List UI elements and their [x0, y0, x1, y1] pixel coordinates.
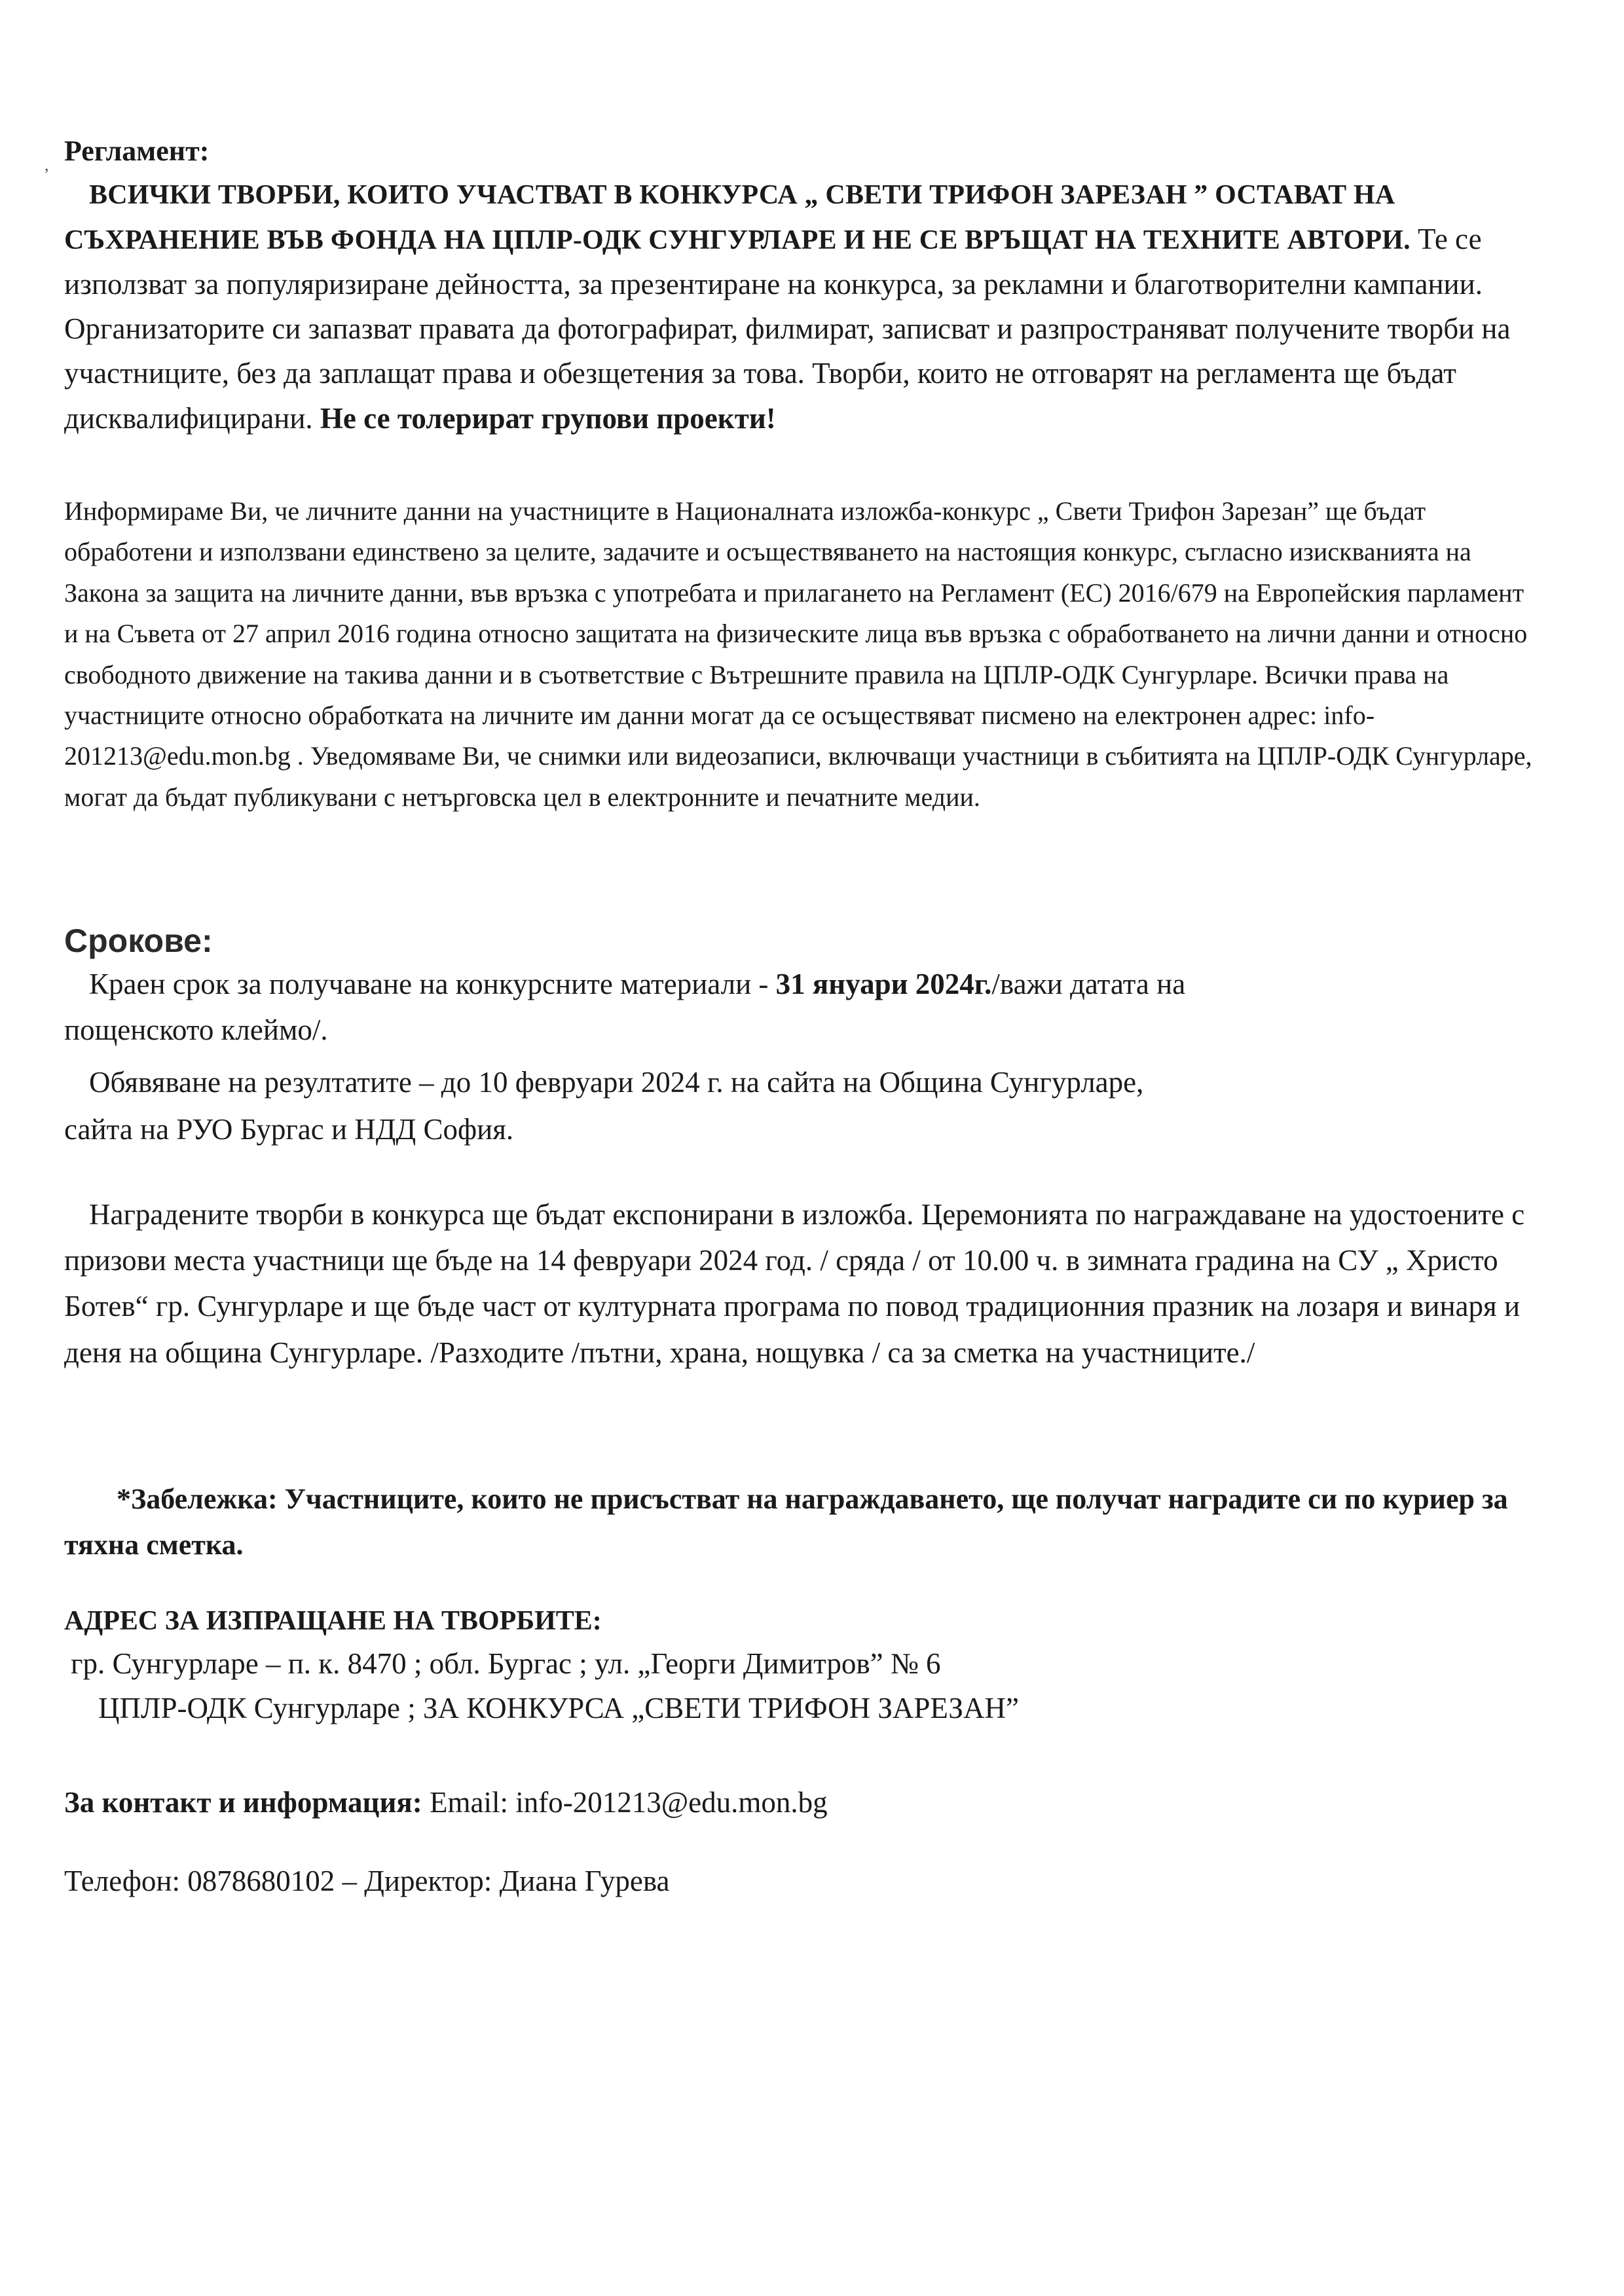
contact-email[interactable]: Email: info-201213@edu.mon.bg [422, 1786, 828, 1819]
award-ceremony-paragraph: Наградените творби в конкурса ще бъдат експонирани в изложба. Церемонията по награждаване на удостоените с призови места участници ще бъде на 14 февруари 2024 год. / сряда / от 10.00 ч. в зимната градина на СУ „ Христо Ботев“ гр. Сунгурларе и ще бъде част от културната програма по повод традиционния празник на лозаря и винаря и деня на община Сунгурларе. /Разходите /пътни, храна, нощувка / са за сметка на участниците./ [64, 1198, 1525, 1369]
results-line: Обявяване на резултатите – до 10 февруари 2024 г. на сайта на Община Сунгурларе, [89, 1066, 1144, 1099]
regulation-heading: Регламент: [64, 135, 210, 167]
terms-heading: Срокове: [64, 922, 213, 959]
address-heading: АДРЕС ЗА ИЗПРАЩАНЕ НА ТВОРБИТЕ: [64, 1606, 602, 1636]
contact-line [64, 1781, 828, 1825]
deadline-postmark-note: /важи датата на [991, 968, 1186, 1000]
deadline-line-2: пощенското клеймо/. [64, 1013, 328, 1046]
note-paragraph: *Забележка: Участниците, които не присъстват на награждаването, ще получат наградите си по куриер за тяхна сметка. [64, 1483, 1508, 1561]
results-line-2: сайта на РУО Бургас и НДД София. [64, 1113, 514, 1146]
regulation-caps-text: ВСИЧКИ ТВОРБИ, КОИТО УЧАСТВАТ В КОНКУРСА „ СВЕТИ ТРИФОН ЗАРЕЗАН ” ОСТАВАТ НА СЪХРАНЕНИЕ ВЪВ ФОНДА НА ЦПЛР-ОДК СУНГУРЛАРЕ И НЕ СЕ ВРЪЩАТ НА ТЕХНИТЕ АВТОРИ. [64, 180, 1411, 255]
gdpr-paragraph: Информираме Ви, че личните данни на участниците в Националната изложба-конкурс „ Свети Трифон Зарезан” ще бъдат обработени и използвани единствено за целите, задачите и осъществяването на настоящия конкурс, съгласно изискванията на Закона за защита на личните данни, във връзка с употребата и прилагането на Регламент (ЕС) 2016/679 на Европейския парламент и на Съвета от 27 април 2016 година относно защитата на физическите лица във връзка с обработването на лични данни и относно свободното движение на такива данни и в съответствие с Вътрешните правила на ЦПЛР-ОДК Сунгурларе. Всички права на участниците относно обработката на личните им данни могат да се осъществяват писмено на електронен адрес: info-201213@edu.mon.bg . Уведомяваме Ви, че снимки или видеозаписи, включващи участници в събитията на ЦПЛР-ОДК Сунгурларе, могат да бъдат публикувани с нетърговска цел в електронните и печатните медии. [64, 496, 1532, 812]
phone-line: Телефон: 0878680102 – Директор: Диана Гурева [64, 1865, 670, 1897]
address-line-2: ЦПЛР-ОДК Сунгурларе ; ЗА КОНКУРСА „СВЕТИ ТРИФОН ЗАРЕЗАН” [98, 1692, 1019, 1724]
address-line-1: гр. Сунгурларе – п. к. 8470 ; обл. Бургас ; ул. „Георги Димитров” № 6 [71, 1647, 941, 1680]
regulation-paragraph [64, 172, 1570, 441]
regulation-body-text: Те се използват за популяризиране дейността, за презентиране на конкурса, за рекламни и благотворителни кампании. Организаторите си запазват правата да фотографират, филмират, записват и разпространяват получените творби на участниците, без да заплащат права и обезщетения за това. Творби, които не отговарят на регламента ще бъдат дисквалифицирани. [64, 222, 1511, 435]
scan-mark: , [45, 155, 49, 174]
no-group-projects-note: Не се толерират групови проекти! [312, 401, 776, 435]
deadline-date: 31 януари 2024г. [775, 968, 992, 1000]
deadline-line [64, 962, 1185, 1007]
deadline-label: Краен срок за получаване на конкурсните материали - [89, 968, 776, 1000]
contact-label: За контакт и информация: [64, 1786, 422, 1819]
